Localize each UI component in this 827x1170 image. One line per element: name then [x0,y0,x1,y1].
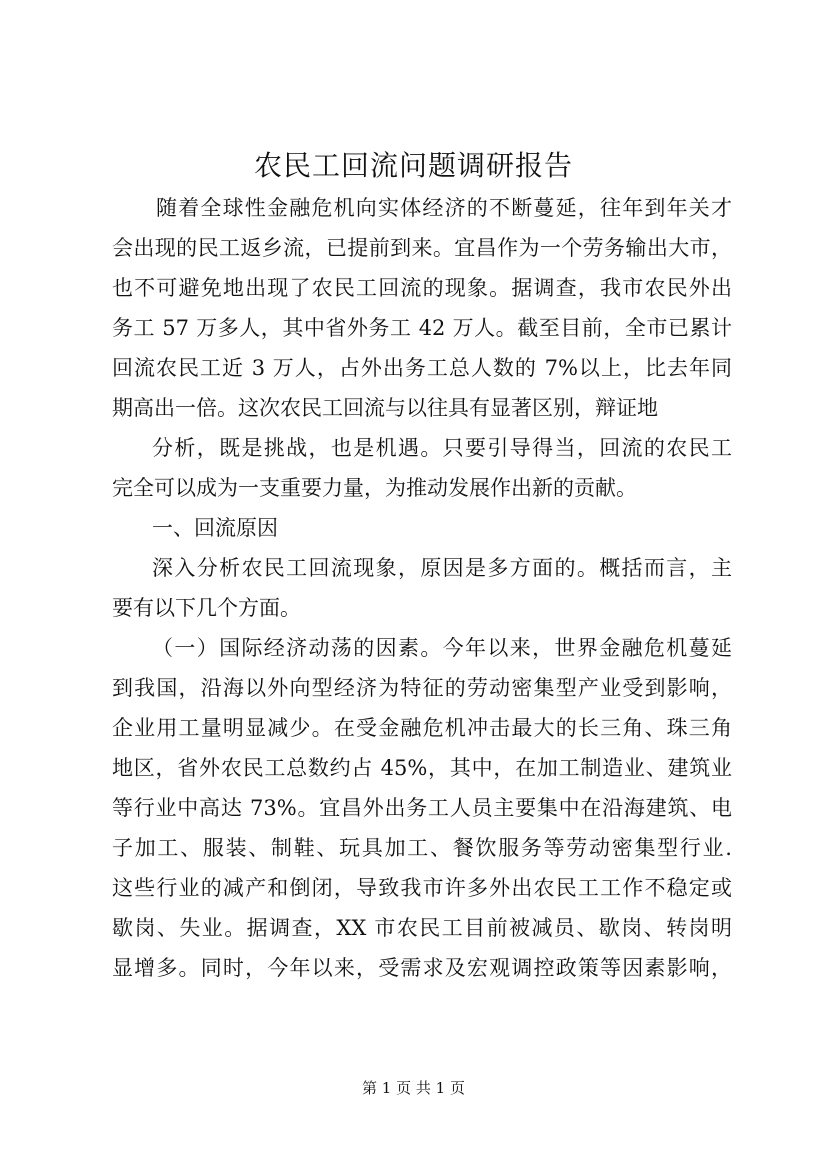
paragraph-line: 这些行业的减产和倒闭，导致我市许多外出农民工工作不稳定或 [112,876,732,900]
paragraph-line: 完全可以成为一支重要力量，为推动发展作出新的贡献。 [112,476,637,500]
paragraph-line: 地区，省外农民工总数约占 45%，其中，在加工制造业、建筑业 [112,756,732,780]
document-body [112,188,732,988]
paragraph-line: 回流农民工近 3 万人，占外出务工总人数的 7%以上，比去年同 [112,356,732,380]
paragraph-line: （一）国际经济动荡的因素。今年以来，世界金融危机蔓延 [152,636,732,660]
paragraph-line: 期高出一倍。这次农民工回流与以往具有显著区别，辩证地 [112,396,658,420]
paragraph-line: 深入分析农民工回流现象，原因是多方面的。概括而言，主 [152,556,732,580]
paragraph-line: 也不可避免地出现了农民工回流的现象。据调查，我市农民外出 [112,276,732,300]
document-title: 农民工回流问题调研报告 [253,149,573,182]
paragraph-line: 务工 57 万多人，其中省外务工 42 万人。截至目前，全市已累计 [112,316,732,340]
paragraph-line: 分析，既是挑战，也是机遇。只要引导得当，回流的农民工 [152,436,732,460]
paragraph-line: 到我国，沿海以外向型经济为特征的劳动密集型产业受到影响， [112,676,732,700]
paragraph-line: 显增多。同时，今年以来，受需求及宏观调控政策等因素影响， [112,956,732,980]
paragraph-line: 企业用工量明显减少。在受金融危机冲击最大的长三角、珠三角 [112,716,732,740]
paragraph-line: 会出现的民工返乡流，已提前到来。宜昌作为一个劳务输出大市， [112,236,732,260]
paragraph-line: 歇岗、失业。据调查，XX 市农民工目前被减员、歇岗、转岗明 [112,916,732,940]
paragraph-line: 随着全球性金融危机向实体经济的不断蔓延，往年到年关才 [156,196,732,220]
paragraph-line: 子加工、服装、制鞋、玩具加工、餐饮服务等劳动密集型行业. [112,836,732,860]
page-footer: 第 1 页 共 1 页 [362,1079,465,1097]
section-heading: 一、回流原因 [152,516,278,540]
paragraph-line: 要有以下几个方面。 [112,596,301,620]
paragraph-line: 等行业中高达 73%。宜昌外出务工人员主要集中在沿海建筑、电 [112,796,732,820]
